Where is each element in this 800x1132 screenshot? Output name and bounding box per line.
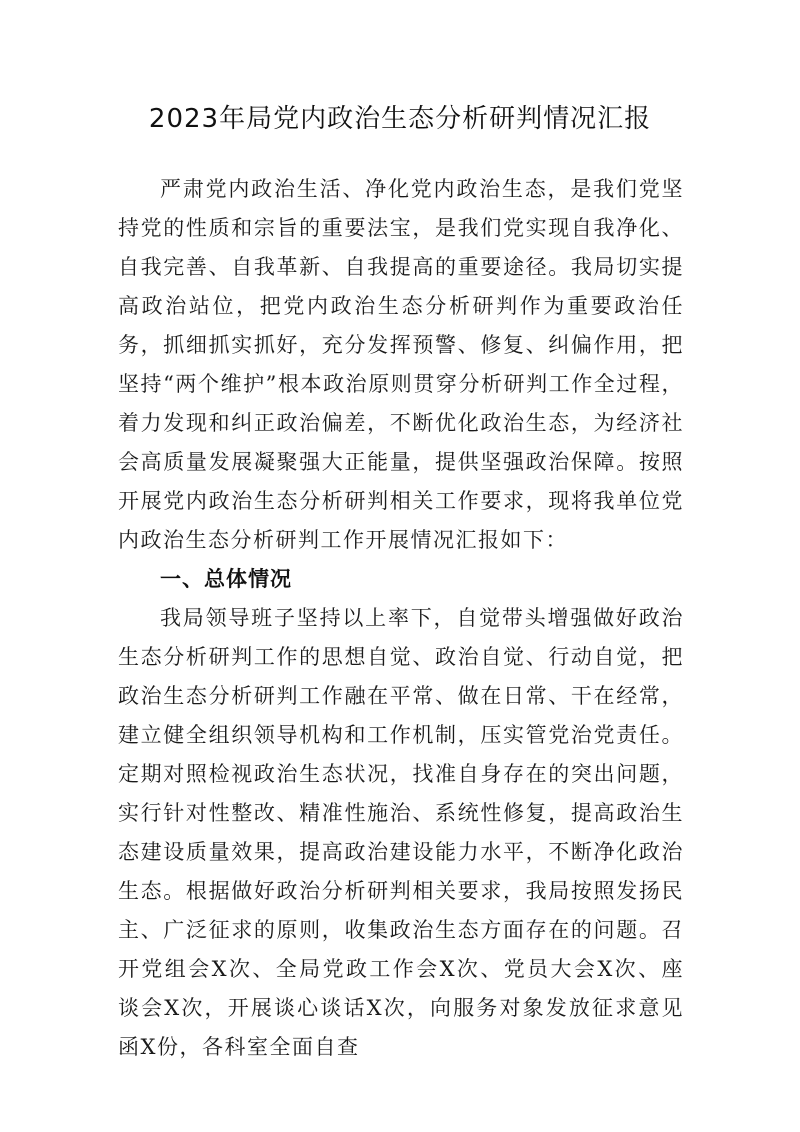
document-body bbox=[118, 170, 684, 1067]
intro-paragraph: 严肃党内政治生活、净化党内政治生态，是我们党坚持党的性质和宗旨的重要法宝，是我们党实现自我净化、自我完善、自我革新、自我提高的重要途径。我局切实提高政治站位，把党内政治生态分析研判作为重要政治任务，抓细抓实抓好，充分发挥预警、修复、纠偏作用，把坚持“两个维护”根本政治原则贯穿分析研判工作全过程，着力发现和纠正政治偏差，不断优化政治生态，为经济社会高质量发展凝聚强大正能量，提供坚强政治保障。按照开展党内政治生态分析研判相关工作要求，现将我单位党内政治生态分析研判工作开展情况汇报如下： bbox=[118, 177, 684, 552]
section-heading-overall: 一、总体情况 bbox=[160, 567, 292, 591]
document-title: 2023年局党内政治生态分析研判情况汇报 bbox=[148, 104, 652, 134]
section-paragraph-overall: 我局领导班子坚持以上率下，自觉带头增强做好政治生态分析研判工作的思想自觉、政治自觉、行动自觉，把政治生态分析研判工作融在平常、做在日常、干在经常，建立健全组织领导机构和工作机制，压实管党治党责任。定期对照检视政治生态状况，找准自身存在的突出问题，实行针对性整改、精准性施治、系统性修复，提高政治生态建设质量效果，提高政治建设能力水平，不断净化政治生态。根据做好政治分析研判相关要求，我局按照发扬民主、广泛征求的原则，收集政治生态方面存在的问题。召开党组会X次、全局党政工作会X次、党员大会X次、座谈会X次，开展谈心谈话X次，向服务对象发放征求意见函X份，各科室全面自查 bbox=[118, 606, 684, 1059]
